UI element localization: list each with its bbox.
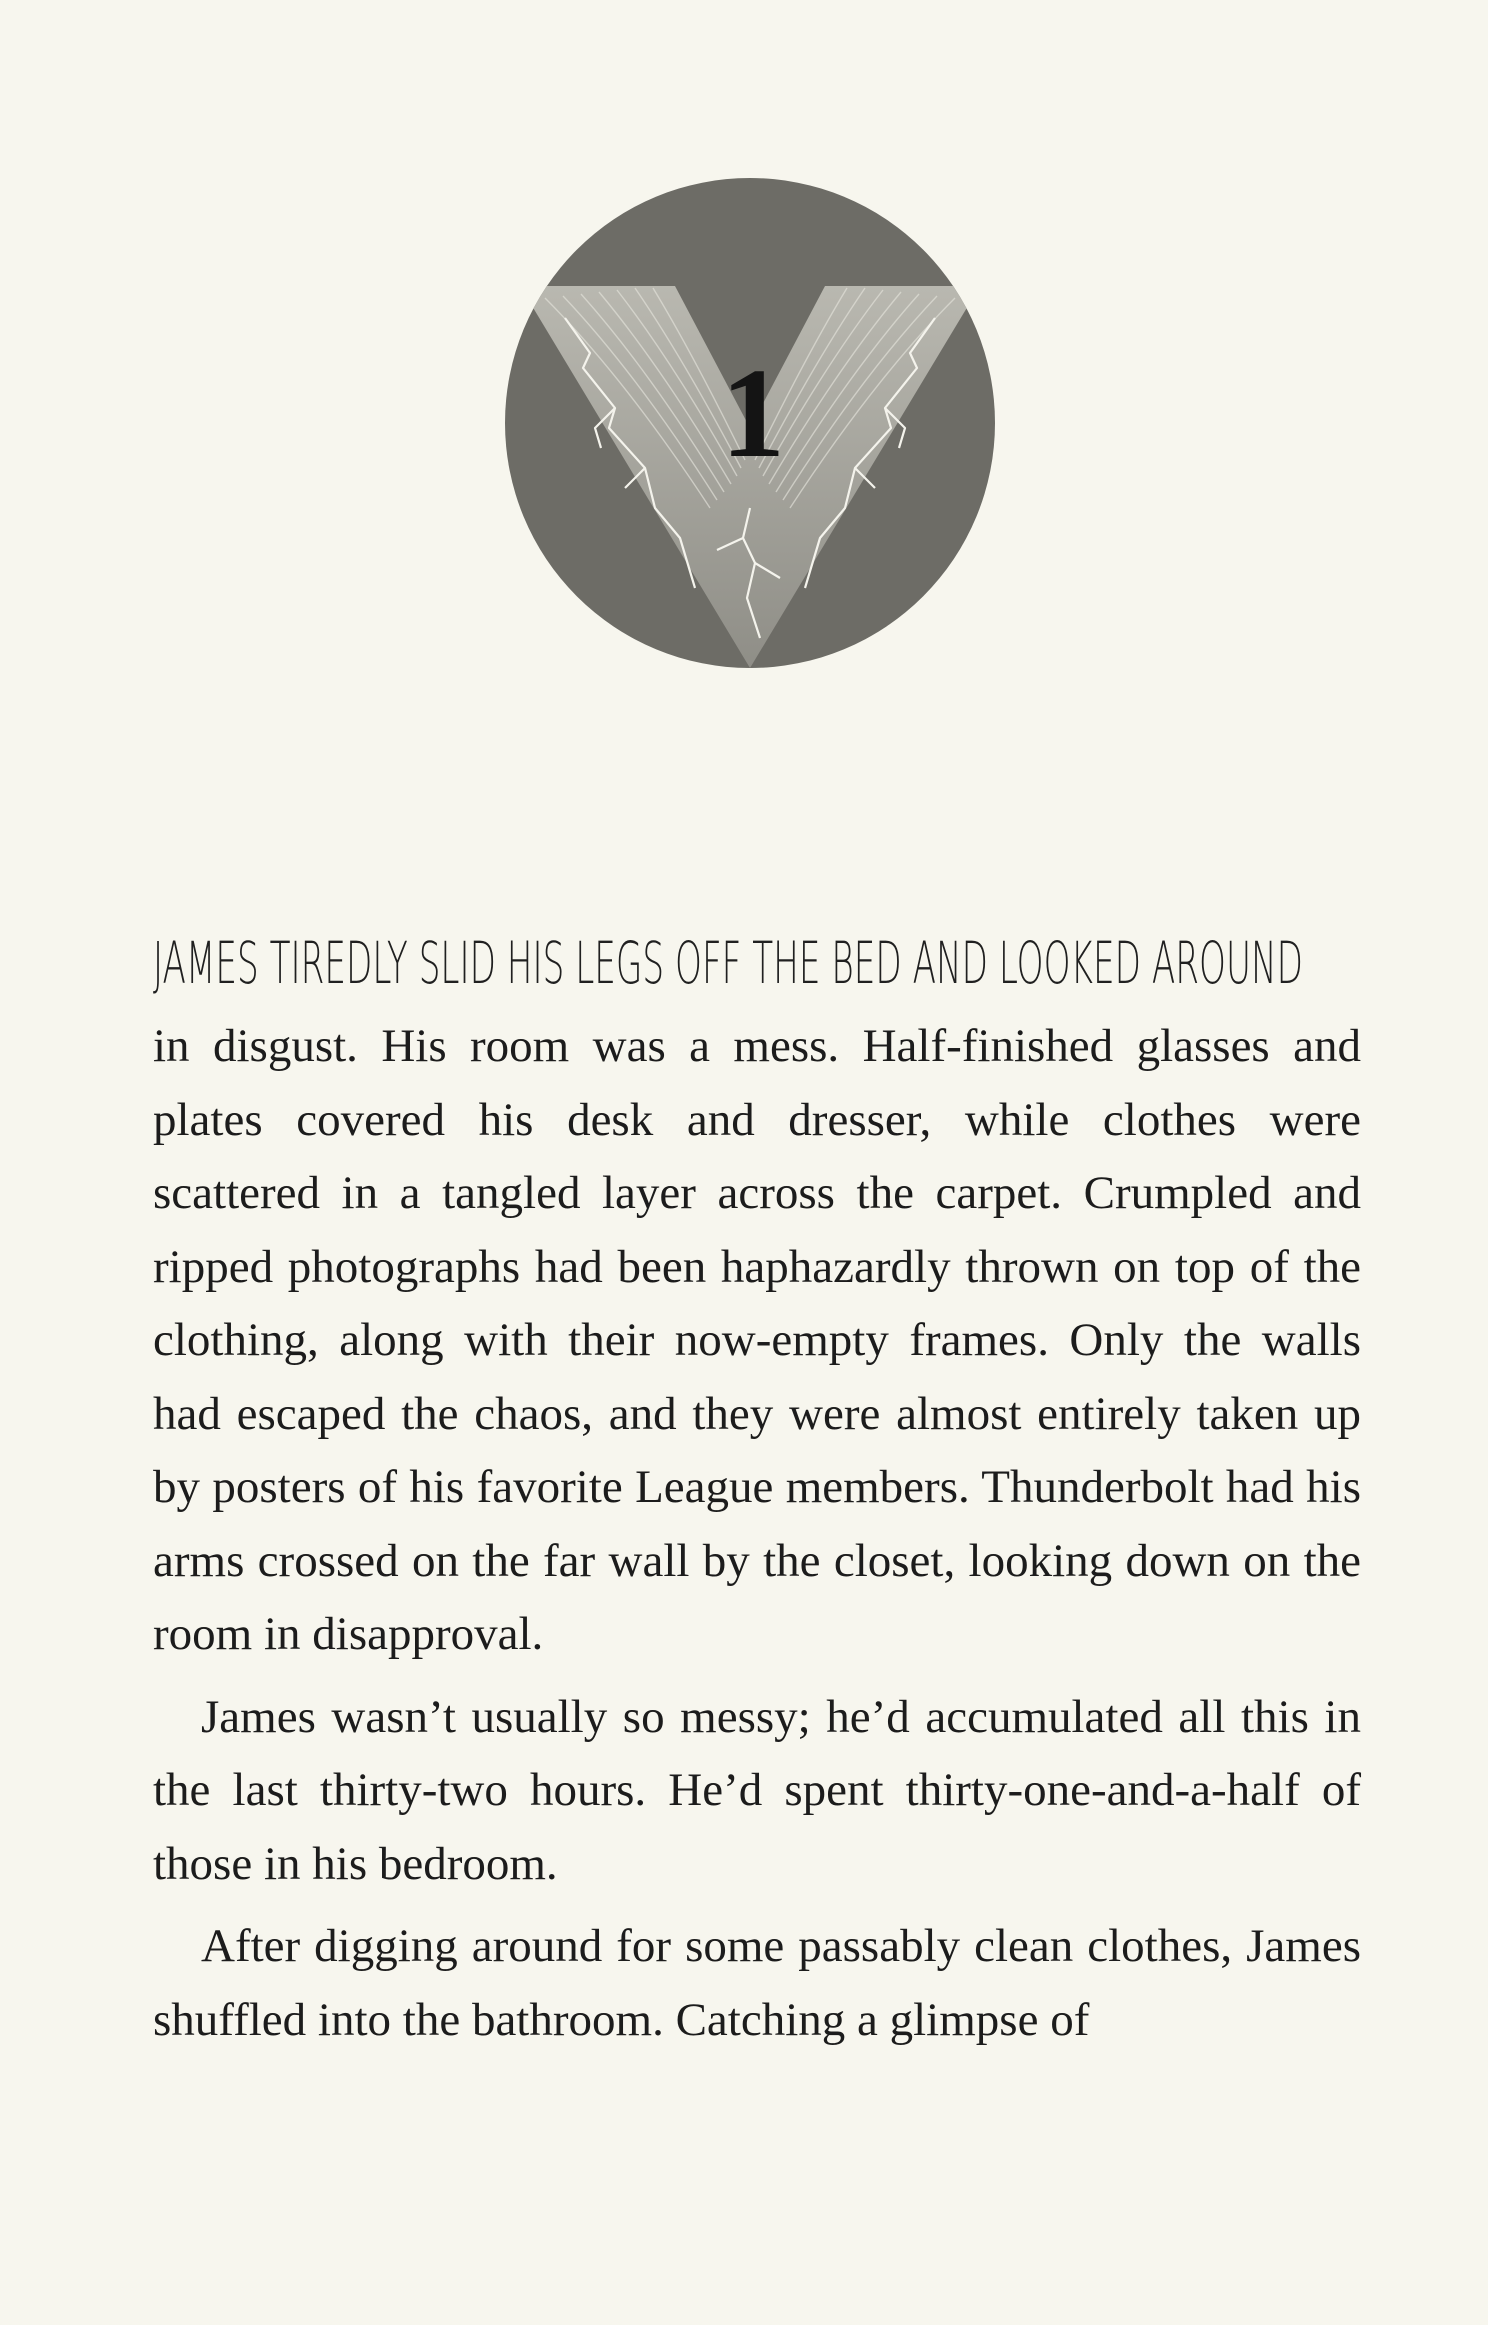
chapter-number: 1 bbox=[721, 342, 785, 484]
paragraph-2: James wasn’t usually so messy; he’d accumulated all this in the last thirty-two hours. He’d spent thirty-one-and-a-half of those in his bedroom. bbox=[153, 1690, 1361, 1890]
chapter-emblem bbox=[505, 178, 995, 668]
chapter-body-text bbox=[153, 1010, 1361, 2057]
paragraph-3: After digging around for some passably clean clothes, James shuffled into the bathroom. Catching a glimpse of bbox=[153, 1920, 1361, 2046]
paragraph-1: in disgust. His room was a mess. Half-finished glasses and plates covered his desk and dresser, while clothes were scattered in a tangled layer across the carpet. Crumpled and ripped photographs had been haphazardly thrown on top of the clothing, along with their now-empty frames. Only the walls had escaped the chaos, and they were almost entirely taken up by posters of his favorite League members. Thunderbolt had his arms crossed on the far wall by the closet, looking down on the room in disapproval. bbox=[153, 1020, 1361, 1660]
chapter-opening-line: JAMES TIREDLY SLID HIS LEGS OFF THE BED AND LOOKED AROUND bbox=[153, 929, 1303, 997]
lightning-v-icon bbox=[505, 178, 995, 668]
